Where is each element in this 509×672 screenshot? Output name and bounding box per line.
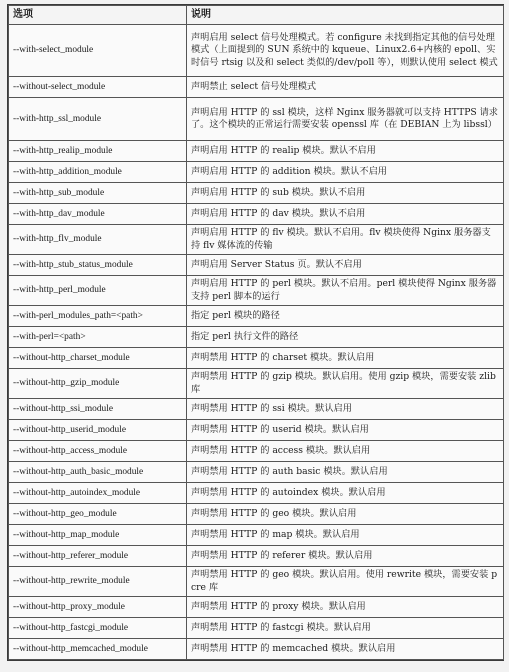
option-cell: --with-http_dav_module: [9, 204, 187, 225]
table-row: [9, 525, 504, 546]
option-cell: --without-http_autoindex_module: [9, 483, 187, 504]
option-cell: --without-http_geo_module: [9, 504, 187, 525]
description-cell: 声明禁止 select 信号处理模式: [187, 77, 504, 98]
table-row: [9, 546, 504, 567]
option-cell: --with-http_sub_module: [9, 183, 187, 204]
option-cell: --without-http_ssi_module: [9, 399, 187, 420]
description-cell: 声明禁用 HTTP 的 map 模块。默认启用: [187, 525, 504, 546]
description-cell: 声明禁用 HTTP 的 ssi 模块。默认启用: [187, 399, 504, 420]
table-row: [9, 327, 504, 348]
description-cell: 声明禁用 HTTP 的 charset 模块。默认启用: [187, 348, 504, 369]
table-row: [9, 306, 504, 327]
description-cell: 声明启用 HTTP 的 addition 模块。默认不启用: [187, 162, 504, 183]
table-row: [9, 183, 504, 204]
option-cell: --with-http_realip_module: [9, 141, 187, 162]
description-cell: 指定 perl 模块的路径: [187, 306, 504, 327]
table-row: [9, 225, 504, 255]
option-cell: --without-http_auth_basic_module: [9, 462, 187, 483]
table-row: [9, 483, 504, 504]
option-cell: --with-http_addition_module: [9, 162, 187, 183]
option-cell: --with-perl_modules_path=<path>: [9, 306, 187, 327]
option-cell: --without-http_map_module: [9, 525, 187, 546]
option-cell: --without-http_charset_module: [9, 348, 187, 369]
table-row: [9, 98, 504, 141]
description-cell: 声明禁用 HTTP 的 fastcgi 模块。默认启用: [187, 618, 504, 639]
description-cell: 声明启用 HTTP 的 dav 模块。默认不启用: [187, 204, 504, 225]
table-row: [9, 618, 504, 639]
table-row: [9, 420, 504, 441]
table-row: [9, 255, 504, 276]
option-cell: --without-http_fastcgi_module: [9, 618, 187, 639]
table-row: [9, 639, 504, 660]
table-row: [9, 348, 504, 369]
table-row: [9, 399, 504, 420]
description-cell: 声明禁用 HTTP 的 gzip 模块。默认启用。使用 gzip 模块，需要安装 zlib 库: [187, 369, 504, 399]
table-row: [9, 162, 504, 183]
description-cell: 声明禁用 HTTP 的 referer 模块。默认启用: [187, 546, 504, 567]
option-cell: --without-http_gzip_module: [9, 369, 187, 399]
option-cell: --without-http_referer_module: [9, 546, 187, 567]
table-row: [9, 441, 504, 462]
option-cell: --without-http_access_module: [9, 441, 187, 462]
option-cell: --with-http_stub_status_module: [9, 255, 187, 276]
description-cell: 声明启用 HTTP 的 sub 模块。默认不启用: [187, 183, 504, 204]
option-cell: --without-http_memcached_module: [9, 639, 187, 660]
description-cell: 声明禁用 HTTP 的 geo 模块。默认启用: [187, 504, 504, 525]
table-row: [9, 504, 504, 525]
option-cell: --without-http_rewrite_module: [9, 567, 187, 597]
description-cell: 声明启用 HTTP 的 perl 模块。默认不启用。perl 模块使得 Nginx 服务器支持 perl 脚本的运行: [187, 276, 504, 306]
table-row: [9, 369, 504, 399]
description-cell: 指定 perl 执行文件的路径: [187, 327, 504, 348]
description-cell: 声明启用 HTTP 的 realip 模块。默认不启用: [187, 141, 504, 162]
description-cell: 声明禁用 HTTP 的 autoindex 模块。默认启用: [187, 483, 504, 504]
table-header-row: [9, 6, 504, 25]
nginx-configure-options-table-frame: [7, 4, 504, 661]
description-cell: 声明启用 select 信号处理模式。若 configure 未找到指定其他的信号处理模式（上面提到的 SUN 系统中的 kqueue、Linux2.6+内核的 epoll、实时信号 rtsig 以及和 select 类似的/dev/poll 等），则默认使用 select 模式: [187, 25, 504, 77]
description-cell: 声明禁用 HTTP 的 userid 模块。默认启用: [187, 420, 504, 441]
description-cell: 声明禁用 HTTP 的 access 模块。默认启用: [187, 441, 504, 462]
description-cell: 声明禁用 HTTP 的 proxy 模块。默认启用: [187, 597, 504, 618]
table-row: [9, 204, 504, 225]
option-cell: --with-http_ssl_module: [9, 98, 187, 141]
description-cell: 声明禁用 HTTP 的 memcached 模块。默认启用: [187, 639, 504, 660]
option-cell: --without-select_module: [9, 77, 187, 98]
table-row: [9, 141, 504, 162]
description-cell: 声明启用 Server Status 页。默认不启用: [187, 255, 504, 276]
description-cell: 声明启用 HTTP 的 flv 模块。默认不启用。flv 模块使得 Nginx 服务器支持 flv 媒体流的传输: [187, 225, 504, 255]
option-column-header: 选项: [9, 6, 187, 25]
configure-options-table: [8, 5, 504, 660]
option-cell: --with-http_flv_module: [9, 225, 187, 255]
description-column-header: 说明: [187, 6, 504, 25]
table-row: [9, 567, 504, 597]
option-cell: --without-http_proxy_module: [9, 597, 187, 618]
option-cell: --with-perl=<path>: [9, 327, 187, 348]
option-cell: --without-http_userid_module: [9, 420, 187, 441]
table-row: [9, 462, 504, 483]
option-cell: --with-select_module: [9, 25, 187, 77]
table-row: [9, 276, 504, 306]
description-cell: 声明禁用 HTTP 的 geo 模块。默认启用。使用 rewrite 模块，需要安装 pcre 库: [187, 567, 504, 597]
description-cell: 声明启用 HTTP 的 ssl 模块，这样 Nginx 服务器就可以支持 HTTPS 请求了。这个模块的正常运行需要安装 openssl 库（在 DEBIAN 上为 libssl）: [187, 98, 504, 141]
table-row: [9, 25, 504, 77]
table-body: [9, 25, 504, 660]
option-cell: --with-http_perl_module: [9, 276, 187, 306]
table-row: [9, 77, 504, 98]
table-row: [9, 597, 504, 618]
description-cell: 声明禁用 HTTP 的 auth basic 模块。默认启用: [187, 462, 504, 483]
